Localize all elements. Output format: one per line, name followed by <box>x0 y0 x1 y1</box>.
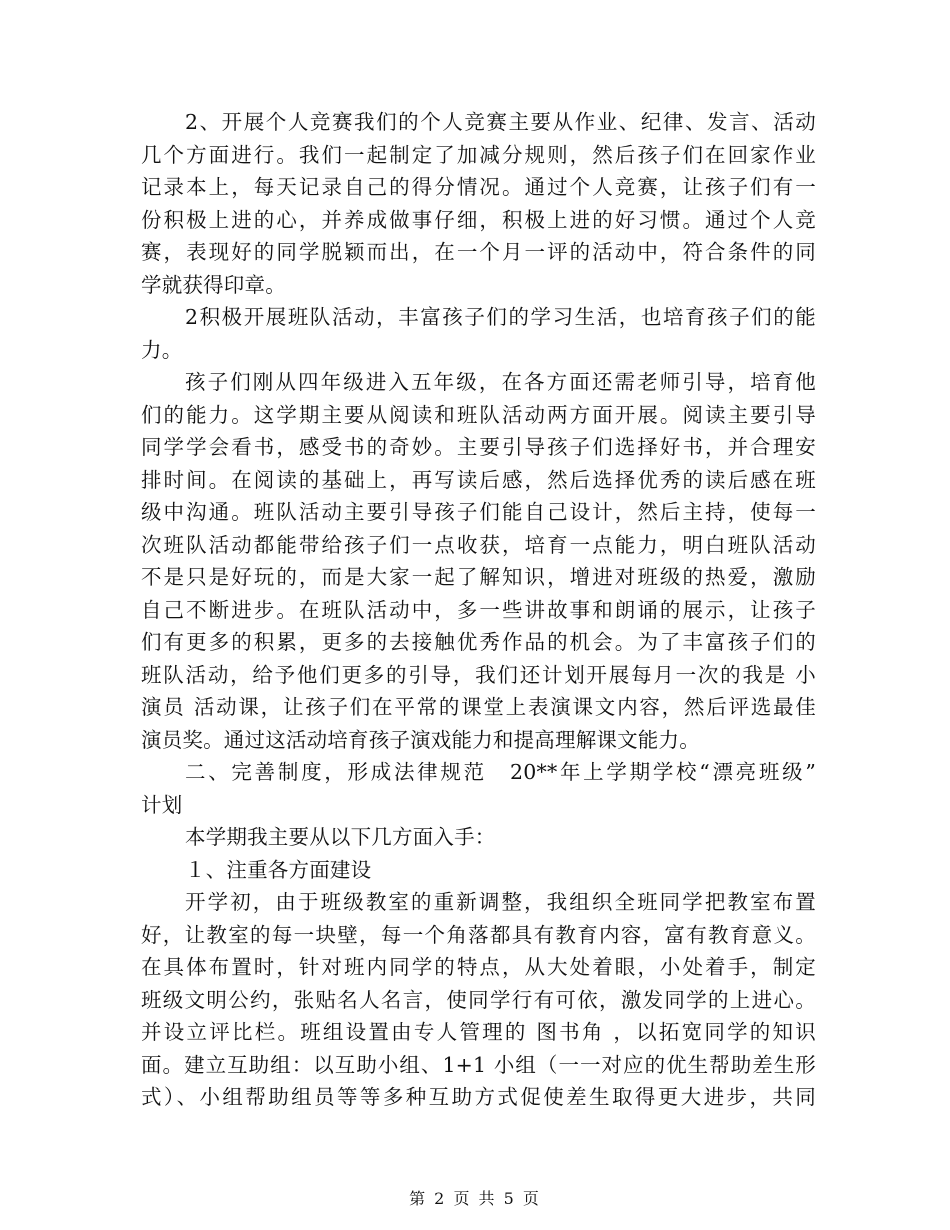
subsection-heading: １、注重各方面建设 <box>185 857 372 882</box>
text-line: 们的能力。这学期主要从阅读和班队活动两方面开展。阅读主要引导 <box>141 402 816 427</box>
text-line: 在具体布置时，针对班内同学的特点，从大处着眼，小处着手，制定 <box>141 955 816 979</box>
text-line: 不是只是好玩的，而是大家一起了解知识，增进对班级的热爱，激励 <box>141 565 816 589</box>
text-line: 式）、小组帮助组员等等多种互助方式促使差生取得更大进步，共同 <box>141 1085 816 1109</box>
text-line: 记录本上，每天记录自己的得分情况。通过个人竞赛，让孩子们有一 <box>141 175 816 199</box>
text-line: 自己不断进步。在班队活动中，多一些讲故事和朗诵的展示，让孩子 <box>141 597 816 622</box>
document-body <box>141 106 816 1114</box>
text-line: 演员 活动课，让孩子们在平常的课堂上表演课文内容，然后评选最佳 <box>141 695 816 719</box>
text-line: 赛，表现好的同学脱颖而出，在一个月一评的活动中，符合条件的同 <box>141 240 816 264</box>
text-line: 份积极上进的心，并养成做事仔细，积极上进的好习惯。通过个人竞 <box>141 207 816 232</box>
text-line: 们有更多的积累，更多的去接触优秀作品的机会。为了丰富孩子们的 <box>141 630 816 654</box>
text-line: 级中沟通。班队活动主要引导孩子们能自己设计，然后主持，使每一 <box>141 500 816 524</box>
text-line: 排时间。在阅读的基础上，再写读后感，然后选择优秀的读后感在班 <box>141 467 816 492</box>
text-line: 开学初，由于班级教室的重新调整，我组织全班同学把教室布置 <box>185 890 816 914</box>
text-line: 班级文明公约，张贴名人名言，使同学行有可依，激发同学的上进心。 <box>141 987 816 1012</box>
text-line: 力。 <box>141 337 183 362</box>
text-line: 孩子们刚从四年级进入五年级，在各方面还需老师引导，培育他 <box>185 370 816 394</box>
text-line: 次班队活动都能带给孩子们一点收获，培育一点能力，明白班队活动 <box>141 532 816 557</box>
text-line: 面。建立互助组：以互助小组、1+1 小组（一一对应的优生帮助差生形 <box>141 1052 816 1077</box>
text-line: 班队活动，给予他们更多的引导，我们还计划开展每月一次的我是 小 <box>141 662 816 687</box>
text-line: 学就获得印章。 <box>141 272 286 297</box>
text-line: 并设立评比栏。班组设置由专人管理的 图书角 ，以拓宽同学的知识 <box>141 1020 816 1044</box>
text-line: 几个方面进行。我们一起制定了加减分规则，然后孩子们在回家作业 <box>141 142 816 167</box>
page-number-footer: 第 2 页 共 5 页 <box>409 1189 541 1208</box>
text-line: 2、开展个人竞赛我们的个人竞赛主要从作业、纪律、发言、活动 <box>185 110 816 134</box>
section-heading-continued: 计划 <box>141 792 183 817</box>
text-line: 2积极开展班队活动，丰富孩子们的学习生活，也培育孩子们的能 <box>185 305 816 329</box>
section-heading: 二、完善制度，形成法律规范 20**年上学期学校“漂亮班级” <box>185 760 816 784</box>
text-line: 本学期我主要从以下几方面入手： <box>185 825 496 849</box>
text-line: 演员奖。通过这活动培育孩子演戏能力和提高理解课文能力。 <box>141 727 700 752</box>
text-line: 同学学会看书，感受书的奇妙。主要引导孩子们选择好书，并合理安 <box>141 435 816 459</box>
text-line: 好，让教室的每一块壁，每一个角落都具有教育内容，富有教育意义。 <box>141 922 816 947</box>
